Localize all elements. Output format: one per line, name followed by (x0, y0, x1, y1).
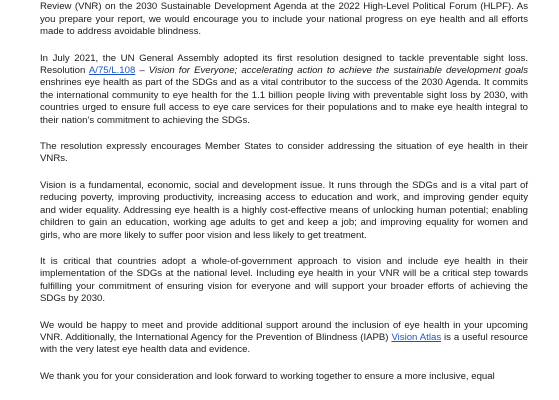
resolution-link[interactable]: A/75/L.108 (88, 65, 136, 77)
paragraph-whole-of-government: It is critical that countries adopt a whole-of-government approach to vision and include eye health in their implementation of the SDGs at the national level. Including eye health in your VNR will be a critical step towards fulfilling your commitment of ensuring vision for everyone and will support your broader efforts of achieving the SDGs by 2030. (40, 255, 528, 305)
paragraph-hlpf-request (40, 0, 528, 39)
vision-atlas-link[interactable]: Vision Atlas (391, 331, 442, 343)
letter-body (40, 0, 528, 397)
paragraph-vision-fundamental: Vision is a fundamental, economic, social and development issue. It runs through the SDGs and is a vital part of reducing poverty, improving productivity, increasing access to education and work, and improving gender equity and wider equality. Addressing eye health is a highly cost-effective means of unlocking human potential; enabling children to gain an education, working age adults to get and keep a job; and improving equality for women and girls, who are more likely to suffer poor vision and less likely to get treatment. (40, 179, 528, 241)
resolution-title: Vision for Everyone; accelerating action to achieve the sustainable development goals (148, 65, 528, 77)
paragraph-hlpf-request-text: Review (VNR) on the 2030 Sustainable Development Agenda at the 2022 High-Level Political Forum (HLPF). As you prepare your report, we would encourage you to include your national progress on eye health and all efforts made to address avoidable blindness. (40, 1, 528, 38)
resolution-rest-text: enshrines eye health as part of the SDGs and as a vital contributor to the success of the 2030 Agenda. It commits the international community to eye health for the 1.1 billion people living with preventable sight loss by 2030, with countries urged to ensure full access to eye care services for their populations and to make eye health integral to their nation’s commitment to achieving the SDGs. (40, 77, 528, 126)
resolution-dash: – (135, 65, 149, 77)
support-offer-rest-text: is a useful resource with the very latest eye health data and evidence. (40, 331, 529, 356)
resolution-intro-text: In July 2021, the UN General Assembly adopted its first resolution designed to tackle preventable sight loss. Resolution (40, 52, 528, 77)
paragraph-support-offer (40, 320, 528, 357)
paragraph-thanks: We thank you for your consideration and look forward to working together to ensure a more inclusive, equal (40, 370, 495, 382)
paragraph-member-states: The resolution expressly encourages Member States to consider addressing the situation of eye health in their VNRs. (40, 141, 528, 165)
paragraph-un-resolution (40, 53, 528, 127)
support-offer-text: We would be happy to meet and provide additional support around the inclusion of eye health in your upcoming VNR. Additionally, the International Agency for the Prevention of Blindness (IAPB) (40, 319, 528, 343)
